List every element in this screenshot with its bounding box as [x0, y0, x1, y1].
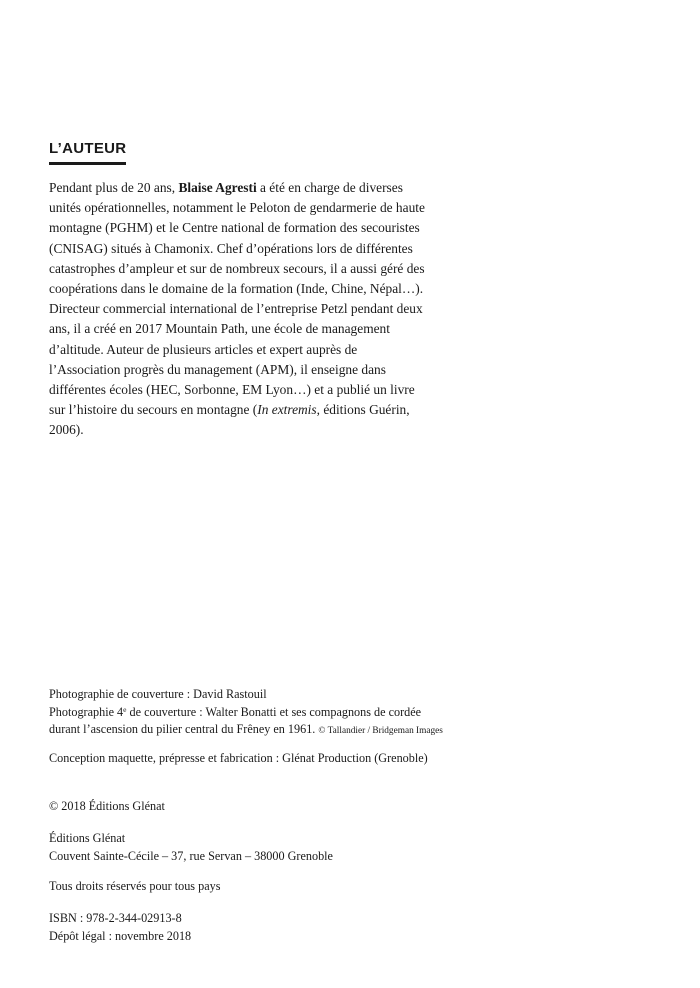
isbn-block	[49, 910, 191, 945]
photo-credits	[49, 686, 443, 741]
design-credit: Conception maquette, prépresse et fabrication : Glénat Production (Grenoble)	[49, 751, 428, 765]
cover-photo-credit: Photographie de couverture : David Rastouil	[49, 687, 267, 701]
author-bio	[49, 178, 427, 441]
publisher-address: Couvent Sainte-Cécile – 37, rue Servan – 38000 Grenoble	[49, 848, 333, 863]
publisher-block	[49, 830, 333, 865]
back-cover-photo-credit-cont: durant l’ascension du pilier central du Frêney en 1961. © Tallandier / Bridgeman Images	[49, 722, 443, 736]
book-title: In extremis	[257, 402, 317, 418]
author-name: Blaise Agresti	[178, 180, 257, 195]
publisher-name: Éditions Glénat	[49, 831, 126, 845]
back-cover-photo-credit: Photographie 4e de couverture : Walter Bonatti et ses compagnons de cordée	[49, 704, 422, 719]
legal-deposit: Dépôt légal : novembre 2018	[49, 928, 192, 943]
photo-copyright: © Tallandier / Bridgeman Images	[318, 726, 443, 736]
isbn: ISBN : 978-2-344-02913-8	[49, 911, 182, 925]
bio-text-2: , éditions Guérin, 2006).	[49, 402, 410, 438]
author-heading: L’AUTEUR	[49, 140, 126, 165]
copyright-line: © 2018 Éditions Glénat	[49, 799, 165, 813]
bio-intro: Pendant plus de 20 ans,	[49, 180, 179, 195]
bio-text-1: a été en charge de diverses unités opérationnelles, notamment le Peloton de gendarmerie de haute montagne (PGHM) et le Centre national de formation des secouristes (CNISAG) situés à Chamonix. Chef d’opérations lors de différentes catastrophes d’ampleur et sur de nombreux secours, il a aussi géré des coopérations dans le domaine de la formation (Inde, Chine, Népal…). Directeur commercial international de l’entreprise Petzl pendant deux ans, il a créé en 2017 Mountain Path, une école de management d’altitude. Auteur de plusieurs articles et expert auprès de l’Association progrès du management (APM), il enseigne dans différentes écoles (HEC, Sorbonne, EM Lyon…) et a publié un livre sur l’histoire du secours en montagne (	[49, 180, 425, 418]
rights-notice: Tous droits réservés pour tous pays	[49, 879, 221, 893]
